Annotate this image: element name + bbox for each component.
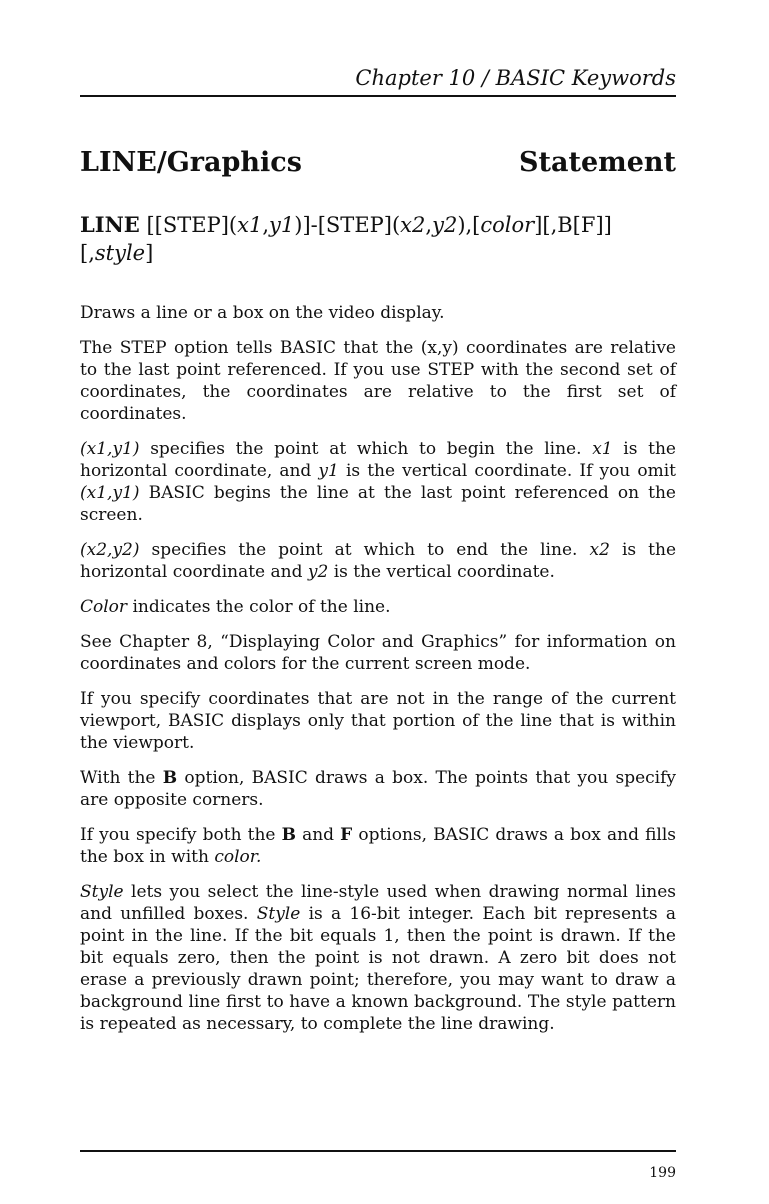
text-run: option, BASIC draws a box. The points that you specify are opposite corners.	[80, 768, 676, 810]
param-ref: x1	[592, 439, 613, 459]
syntax-param: style	[94, 241, 146, 265]
text-run: BASIC begins the line at the last point referenced on the screen.	[80, 483, 676, 525]
paragraph	[80, 767, 676, 811]
syntax-part: ,	[425, 213, 433, 237]
text-run: With the	[80, 768, 163, 788]
text-run: is the vertical coordinate. If you omit	[338, 461, 676, 481]
paragraph	[80, 438, 676, 526]
syntax-part: ),[	[457, 213, 481, 237]
param-ref: y2	[307, 562, 329, 582]
syntax-part: [,	[80, 241, 95, 265]
param-ref: color.	[214, 847, 262, 867]
paragraph	[80, 824, 676, 868]
running-head: Chapter 10 / BASIC Keywords	[355, 66, 676, 90]
paragraph: Draws a line or a box on the video display.	[80, 303, 445, 323]
syntax-param: x1	[237, 213, 263, 237]
syntax-param: y1	[269, 213, 295, 237]
text-run: options, BASIC draws a box and fills the box in with	[80, 825, 677, 867]
param-ref: Style	[256, 904, 301, 924]
page-number: 199	[649, 1165, 676, 1181]
param-ref: Color	[80, 597, 128, 617]
syntax-part: ]	[145, 241, 154, 265]
syntax-part: ,	[262, 213, 270, 237]
param-ref: (x2,y2)	[80, 540, 140, 560]
paragraph: The STEP option tells BASIC that the (x,y) coordinates are relative to the last point referenced. If you use STEP with the second set of coordinates, the coordinates are relative to the first set of coordinates.	[80, 338, 676, 424]
text-run: lets you select the line-style used when drawing normal lines and unfilled boxes.	[80, 882, 676, 924]
syntax-part: ][,B[F]]	[534, 213, 612, 237]
option-ref: F	[340, 825, 353, 845]
text-run: is the horizontal coordinate and	[80, 540, 677, 582]
text-run: is a 16-bit integer. Each bit represents a point in the line. If the bit equals 1, then the point is drawn. If the bit equals zero, then the point is not drawn. A zero bit does not erase a previously drawn point; therefore, you may want to draw a background line first to have a known background. The style pattern is repeated as necessary, to complete the line drawing.	[80, 904, 676, 1034]
param-ref: (x1,y1)	[80, 439, 140, 459]
option-ref: B	[281, 825, 296, 845]
syntax-keyword: LINE	[80, 212, 140, 237]
footer-rule	[80, 1150, 676, 1152]
entry-title: LINE/Graphics	[80, 147, 302, 178]
paragraph	[80, 596, 676, 618]
syntax-part: [[STEP](	[139, 213, 238, 237]
paragraph	[80, 539, 676, 583]
text-run: specifies the point at which to begin the line.	[139, 439, 593, 459]
header-rule	[80, 95, 676, 97]
syntax-line	[80, 211, 676, 267]
body-text	[80, 302, 676, 1048]
entry-title-row	[80, 146, 676, 180]
text-run: indicates the color of the line.	[127, 597, 391, 617]
entry-kind: Statement	[519, 147, 676, 178]
text-run: and	[295, 825, 341, 845]
option-ref: B	[162, 768, 178, 788]
text-run: specifies the point at which to end the line.	[139, 540, 590, 560]
paragraph	[80, 881, 676, 1035]
syntax-param: x2	[400, 213, 426, 237]
paragraph: See Chapter 8, “Displaying Color and Graphics” for information on coordinates and colors for the current screen mode.	[80, 632, 676, 674]
text-run: If you specify both the	[80, 825, 282, 845]
param-ref: Style	[80, 882, 124, 902]
text-run: is the vertical coordinate.	[328, 562, 555, 582]
syntax-part: )]-[STEP](	[294, 213, 401, 237]
text-run: is the horizontal coordinate, and	[80, 439, 676, 481]
param-ref: (x1,y1)	[80, 483, 140, 503]
param-ref: y1	[318, 461, 339, 481]
syntax-param: y2	[432, 213, 458, 237]
param-ref: x2	[589, 540, 610, 560]
paragraph: If you specify coordinates that are not in the range of the current viewport, BASIC displays only that portion of the line that is within the viewport.	[80, 689, 676, 753]
syntax-param: color	[480, 213, 535, 237]
